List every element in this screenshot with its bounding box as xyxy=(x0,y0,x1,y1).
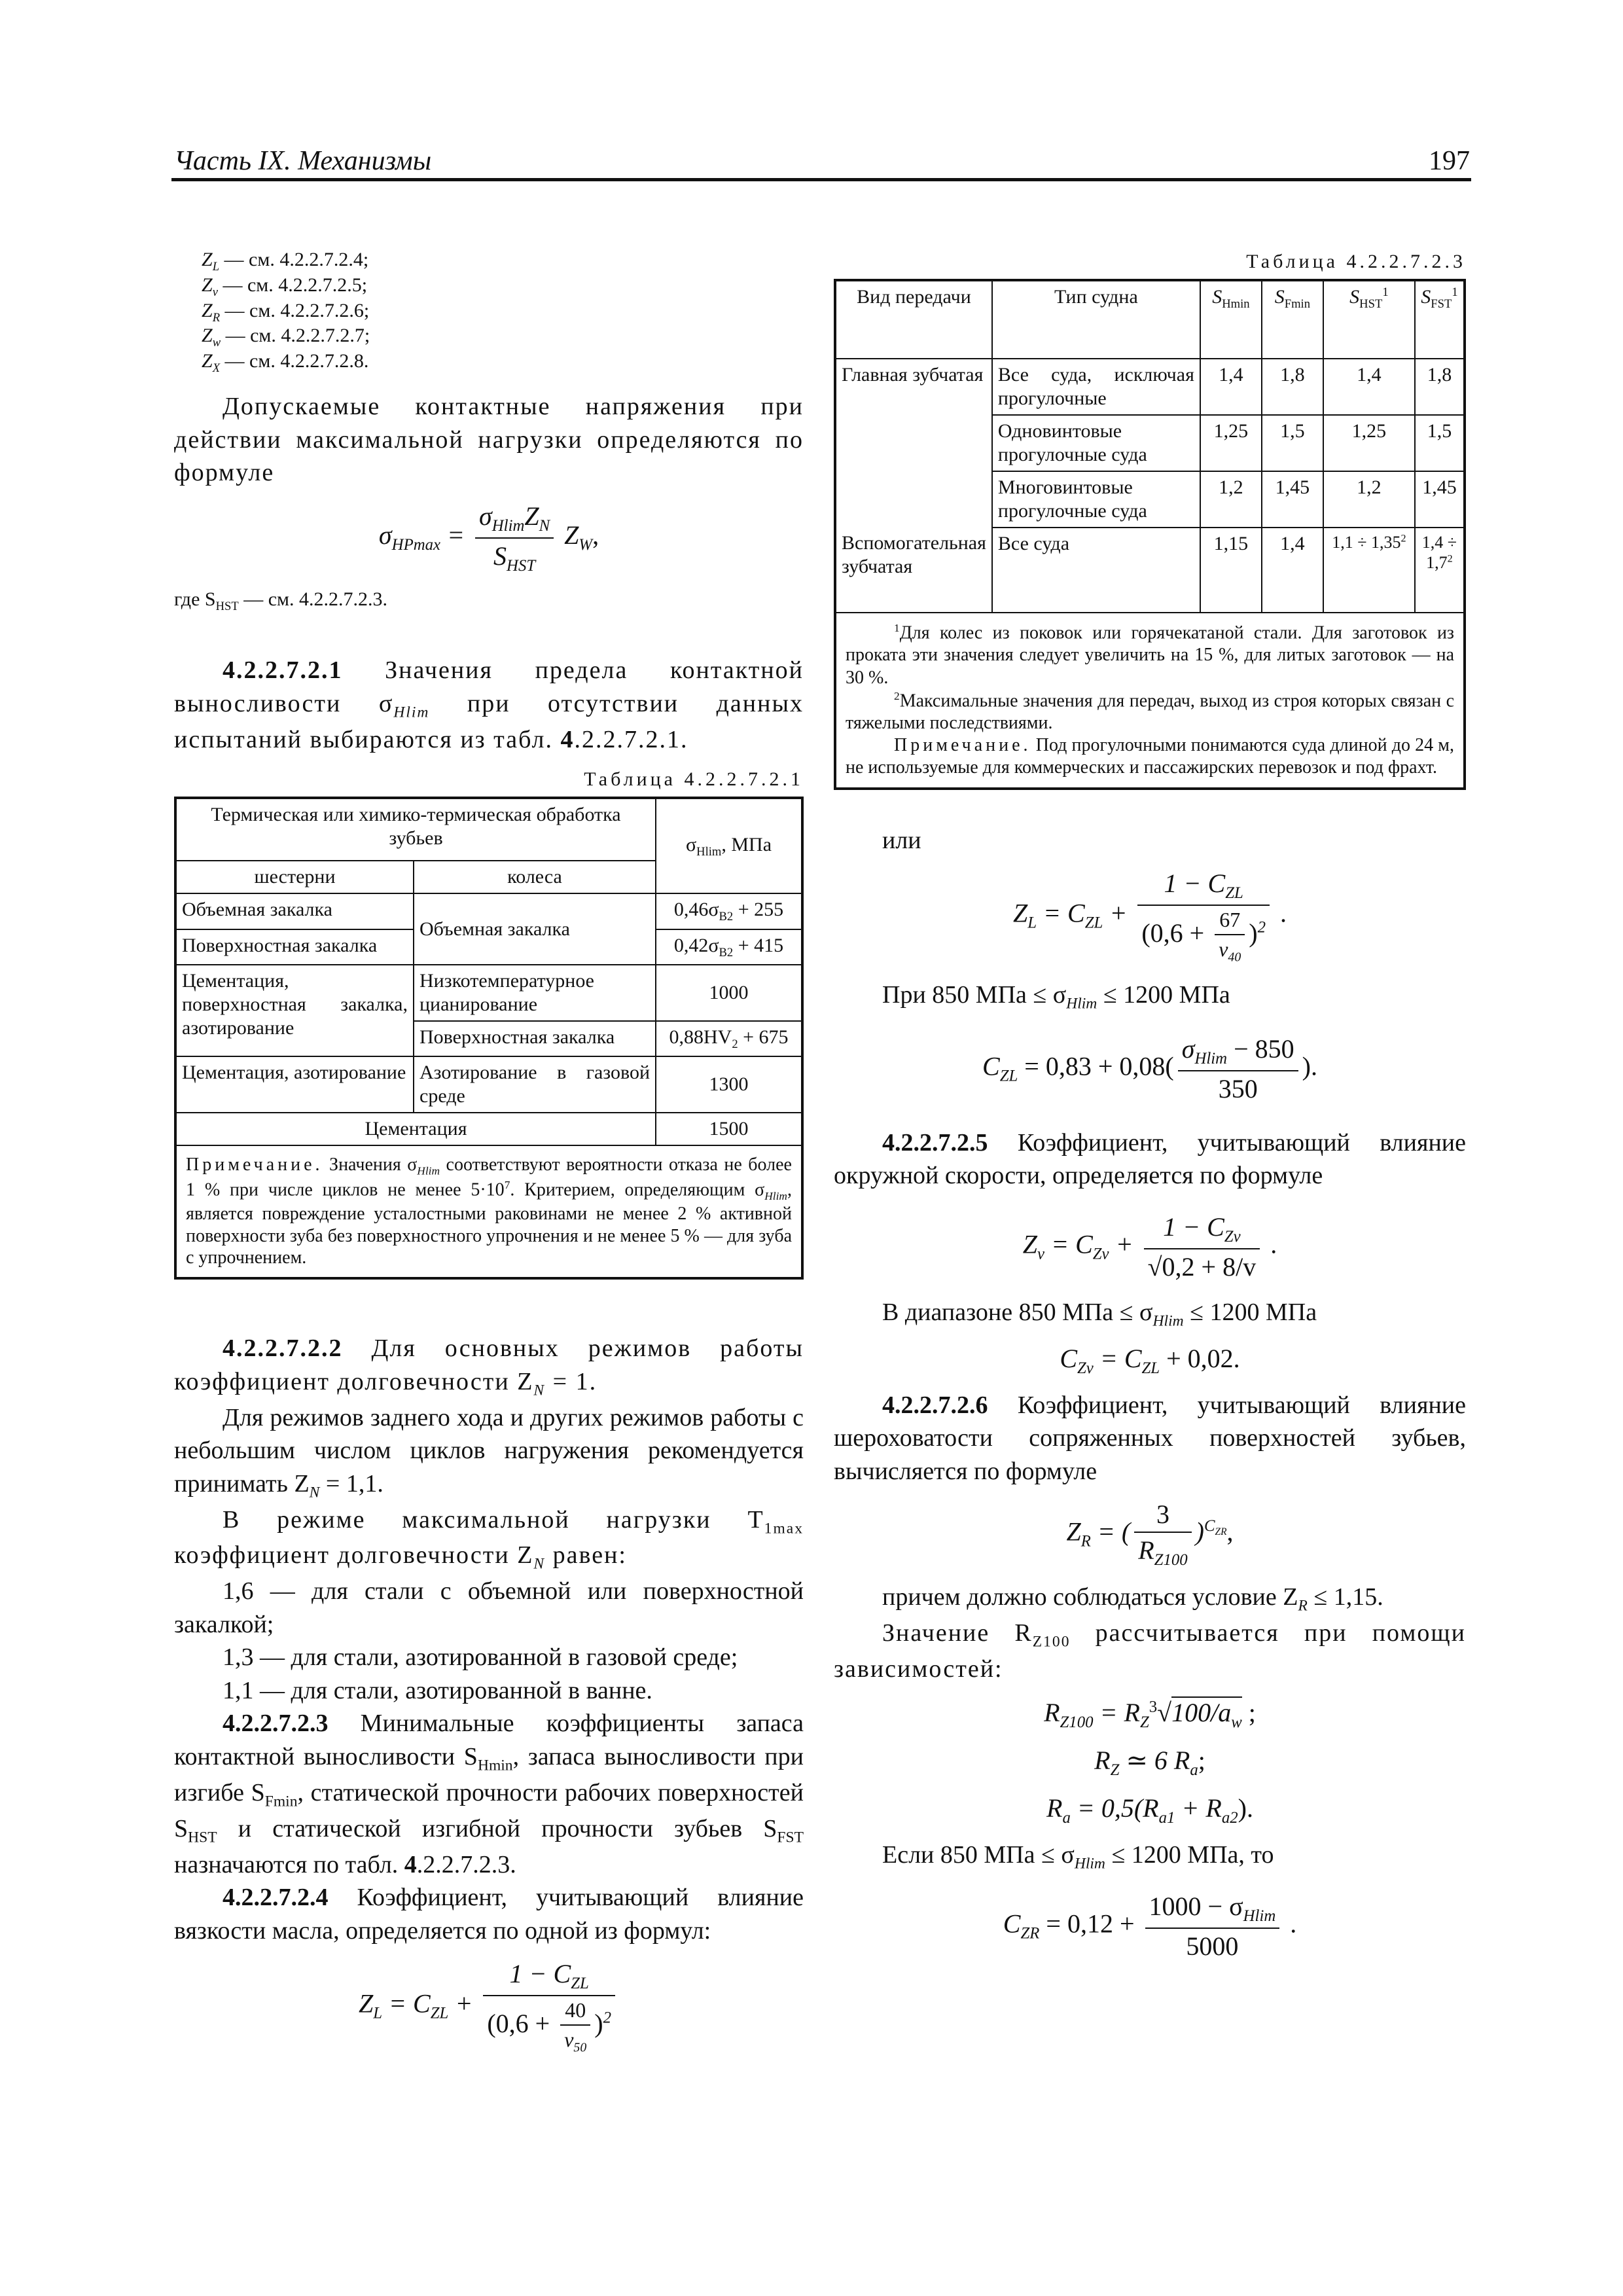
table3-footnote-1: $^1$Для колес из поковок или горячекатаной стали. Для заготовок из проката эти значения следует увеличить на 15 %, для литых заготовок — на 30 %. xyxy=(846,621,1454,688)
table3-cell-aux: Вспомогательная зубчатая xyxy=(835,528,992,613)
table1-cell: Цементация, поверхностная закалка, азотирование xyxy=(175,965,414,1056)
table1-cell: Азотирование в газовой среде xyxy=(414,1056,656,1113)
paragraph-range-1: При 850 МПа ≤ $\sigma_{Hlim} \le 1200$ МПа xyxy=(882,981,1230,1013)
table3-footnote-2: $^2$Максимальные значения для передач, выход из строя которых связан с тяжелыми последствиями. xyxy=(846,689,1454,734)
definition-item: $Z_L$ — см. 4.2.2.7.2.4; xyxy=(202,249,369,274)
table3-cell: 1,45 xyxy=(1415,471,1465,528)
table3-cell: 1,8 xyxy=(1262,359,1323,415)
table3-cell: 1,25 xyxy=(1323,415,1415,471)
table3-footnotes xyxy=(835,613,1465,789)
running-header-title: Часть IX. Механизмы xyxy=(174,146,432,176)
paragraph-condition: причем должно соблюдаться условие $Z_R \le 1,15$. xyxy=(882,1583,1383,1615)
table3-cell: 1,4 xyxy=(1262,528,1323,613)
table1-cell: Поверхностная закалка xyxy=(414,1021,656,1056)
section-4-2-2-7-2-1: 4.2.2.7.2.1 Значения предела контактной выносливости $\sigma_{Hlim}$ при отсутствии данных испытаний выбираются из табл. 4.2.2.7.2.1. xyxy=(174,656,804,753)
section-4-2-2-7-2-2: 4.2.2.7.2.2 Для основных режимов работы коэффициент долговечности $Z_N = 1$. xyxy=(174,1335,804,1399)
table1-cell: 1000 xyxy=(656,965,802,1021)
formula-zl-v50: $Z_L = C_{ZL}$ + $1 - C_{ZL}$ (0,6 + $\frac{40}{v_{50}}$ )$^2$ xyxy=(174,1956,804,2056)
table-contact-endurance xyxy=(174,797,804,1280)
definition-item: $Z_X$ — см. 4.2.2.7.2.8. xyxy=(202,350,369,376)
table3-cell: 1,5 xyxy=(1262,415,1323,471)
right-column xyxy=(834,249,1466,1973)
where-note: где $S_{HST}$ — см. 4.2.2.7.2.3. xyxy=(174,588,388,613)
table3-cell: 1,25 xyxy=(1200,415,1262,471)
table3-cell: 1,8 xyxy=(1415,359,1465,415)
formula-sigma-hpmax: $\sigma_{HPmax}$ = $\frac{\sigma_{Hlim}Z_N}{S_{HST}}$ $Z_W$, xyxy=(174,499,804,577)
formula-rz: $R_Z$ ≃ 6 $R_a$; xyxy=(1094,1745,1205,1779)
table3-head-sfmin: $S_{Fmin}$ xyxy=(1262,280,1323,359)
table3-head-sfst: $S_{FST}^1$ xyxy=(1415,280,1465,359)
table3-cell: 1,2 xyxy=(1200,471,1262,528)
table3-cell: 1,4 xyxy=(1323,359,1415,415)
header-rule xyxy=(171,178,1471,181)
table1-head-sigma: $\sigma_{Hlim}$, МПа xyxy=(656,798,802,893)
definition-item: $Z_w$ — см. 4.2.2.7.2.7; xyxy=(202,325,370,350)
list-item-1-1: 1,1 — для стали, азотированной в ванне. xyxy=(223,1676,652,1704)
table3-caption: Таблица 4.2.2.7.2.3 xyxy=(1246,251,1466,272)
table1-cell: Низкотемпературное цианирование xyxy=(414,965,656,1021)
formula-zl-v40: $Z_L = C_{ZL}$ + $1 - C_{ZL}$ (0,6 + $\frac{67}{v_{40}}$ )$^2$ . xyxy=(834,866,1466,965)
formula-ra: $R_a = 0,5(R_{a1} + R_{a2})$. xyxy=(1046,1793,1253,1827)
table1-head-wheel: колеса xyxy=(414,861,656,893)
table3-head-ship: Тип судна xyxy=(992,280,1200,359)
formula-czr: $C_{ZR} = 0,12$ + $\frac{1000 - \sigma_{Hlim}}{5000}$ . xyxy=(834,1889,1466,1964)
text-or: или xyxy=(882,826,921,854)
table1-note: Примечание. Значения $\sigma_{Hlim}$ соответствуют вероятности отказа не более 1 % при числе циклов не менее $5\cdot 10^7$. Критерием, определяющим $\sigma_{Hlim}$, является повреждение усталостными раковинами не менее 2 % активной поверхности зуба без поверхностного упрочнения и не менее 5 % — для зуба с упрочнением. xyxy=(175,1145,802,1278)
paragraph-if-range: Если 850 МПа ≤ $\sigma_{Hlim} \le 1200$ МПа, то xyxy=(882,1840,1274,1873)
table3-head-shmin: $S_{Hmin}$ xyxy=(1200,280,1262,359)
formula-czv: $C_{Zv} = C_{ZL} + 0,02$. xyxy=(1060,1343,1240,1377)
definition-item: $Z_R$ — см. 4.2.2.7.2.6; xyxy=(202,299,370,325)
table1-cell: Объемная закалка xyxy=(175,893,414,929)
table3-cell: $1,4 \div 1,7^2$ xyxy=(1415,528,1465,613)
table1-cell: Поверхностная закалка xyxy=(175,929,414,965)
paragraph-max-load: В режиме максимальной нагрузки $T_{1max}$ коэффициент долговечности $Z_N$ равен: xyxy=(174,1505,804,1573)
table3-cell-empty xyxy=(835,415,992,471)
table3-cell: 1,45 xyxy=(1262,471,1323,528)
table3-note: Примечание. Под прогулочными понимаются суда длиной до 24 м, не используемые для коммерческих и пассажирских перевозок и под фрахт. xyxy=(846,735,1454,778)
table3-cell-empty xyxy=(835,471,992,528)
table3-cell: 1,2 xyxy=(1323,471,1415,528)
table1-cell: $0,42\sigma_{B2} + 415$ xyxy=(656,929,802,965)
table3-cell: 1,5 xyxy=(1415,415,1465,471)
table-safety-factors xyxy=(834,279,1466,790)
section-4-2-2-7-2-6: 4.2.2.7.2.6 Коэффициент, учитывающий влияние шероховатости сопряженных поверхностей зубьев, вычисляется по формуле xyxy=(834,1391,1466,1485)
table3-cell: Одновинтовые прогулочные суда xyxy=(992,415,1200,471)
table3-cell: Все суда, исключая прогулочные xyxy=(992,359,1200,415)
left-column xyxy=(174,249,804,2066)
table3-cell-main: Главная зубчатая xyxy=(835,359,992,415)
paragraph-permissible-stress: Допускаемые контактные напряжения при действии максимальной нагрузки определяются по формуле xyxy=(174,393,804,487)
table1-cell: $0,46\sigma_{B2} + 255$ xyxy=(656,893,802,929)
formula-zr: $Z_R$ = ( $\frac{3}{R_{Z100}}$ )$^{C_{ZR}}$, xyxy=(834,1497,1466,1571)
symbol-definitions xyxy=(202,249,804,376)
table3-head-shst: $S_{HST}^1$ xyxy=(1323,280,1415,359)
table3-head-type: Вид передачи xyxy=(835,280,992,359)
paragraph-rz100-value: Значение $R_{Z100}$ рассчитывается при помощи зависимостей: xyxy=(834,1619,1466,1683)
list-item-1-6: 1,6 — для стали с объемной или поверхностной закалкой; xyxy=(174,1577,804,1638)
formula-czl: $C_{ZL} = 0,83 + 0,08$( $\frac{\sigma_{Hlim} - 850}{350}$ ). xyxy=(834,1031,1466,1106)
formula-rz100: $R_{Z100} = R_Z^3√100/a_w$ ; xyxy=(1044,1697,1256,1731)
table1-head-pinion: шестерни xyxy=(175,861,414,893)
paragraph-reverse-modes: Для режимов заднего хода и других режимов работы с небольшим числом циклов нагружения рекомендуется принимать $Z_N = 1,1$. xyxy=(174,1403,804,1501)
table1-head-treatment: Термическая или химико-термическая обработка зубьев xyxy=(175,798,656,861)
page-number: 197 xyxy=(1429,146,1470,176)
paragraph-range-2: В диапазоне 850 МПа ≤ $\sigma_{Hlim} \le 1200$ МПа xyxy=(882,1298,1317,1330)
table3-cell: $1,1 \div 1,35^2$ xyxy=(1323,528,1415,613)
table1-cell: 1300 xyxy=(656,1056,802,1113)
table1-caption: Таблица 4.2.2.7.2.1 xyxy=(584,768,804,791)
list-item-1-3: 1,3 — для стали, азотированной в газовой среде; xyxy=(223,1643,738,1672)
table3-cell: 1,4 xyxy=(1200,359,1262,415)
formula-zv: $Z_v = C_{Zv}$ + $\frac{1 - C_{Zv}}{√0,2 + 8/v}$ . xyxy=(834,1210,1466,1284)
table1-cell: $0,88HV_2 + 675$ xyxy=(656,1021,802,1056)
table3-cell: 1,15 xyxy=(1200,528,1262,613)
table1-cell: Цементация xyxy=(175,1113,656,1145)
table3-cell: Многовинтовые прогулочные суда xyxy=(992,471,1200,528)
table1-cell: 1500 xyxy=(656,1113,802,1145)
definition-item: $Z_v$ — см. 4.2.2.7.2.5; xyxy=(202,274,368,299)
table1-cell: Цементация, азотирование xyxy=(175,1056,414,1113)
table3-cell: Все суда xyxy=(992,528,1200,613)
section-4-2-2-7-2-4: 4.2.2.7.2.4 Коэффициент, учитывающий влияние вязкости масла, определяется по одной из формул: xyxy=(174,1884,804,1945)
section-4-2-2-7-2-3: 4.2.2.7.2.3 Минимальные коэффициенты запаса контактной выносливости $S_{Hmin}$, запаса выносливости при изгибе $S_{Fmin}$, статической прочности рабочих поверхностей $S_{HST}$ и статической изгибной прочности зубьев $S_{FST}$ назначаются по табл. 4.2.2.7.2.3. xyxy=(174,1710,804,1878)
section-4-2-2-7-2-5: 4.2.2.7.2.5 Коэффициент, учитывающий влияние окружной скорости, определяется по формуле xyxy=(834,1128,1466,1190)
table1-cell: Объемная закалка xyxy=(414,893,656,965)
